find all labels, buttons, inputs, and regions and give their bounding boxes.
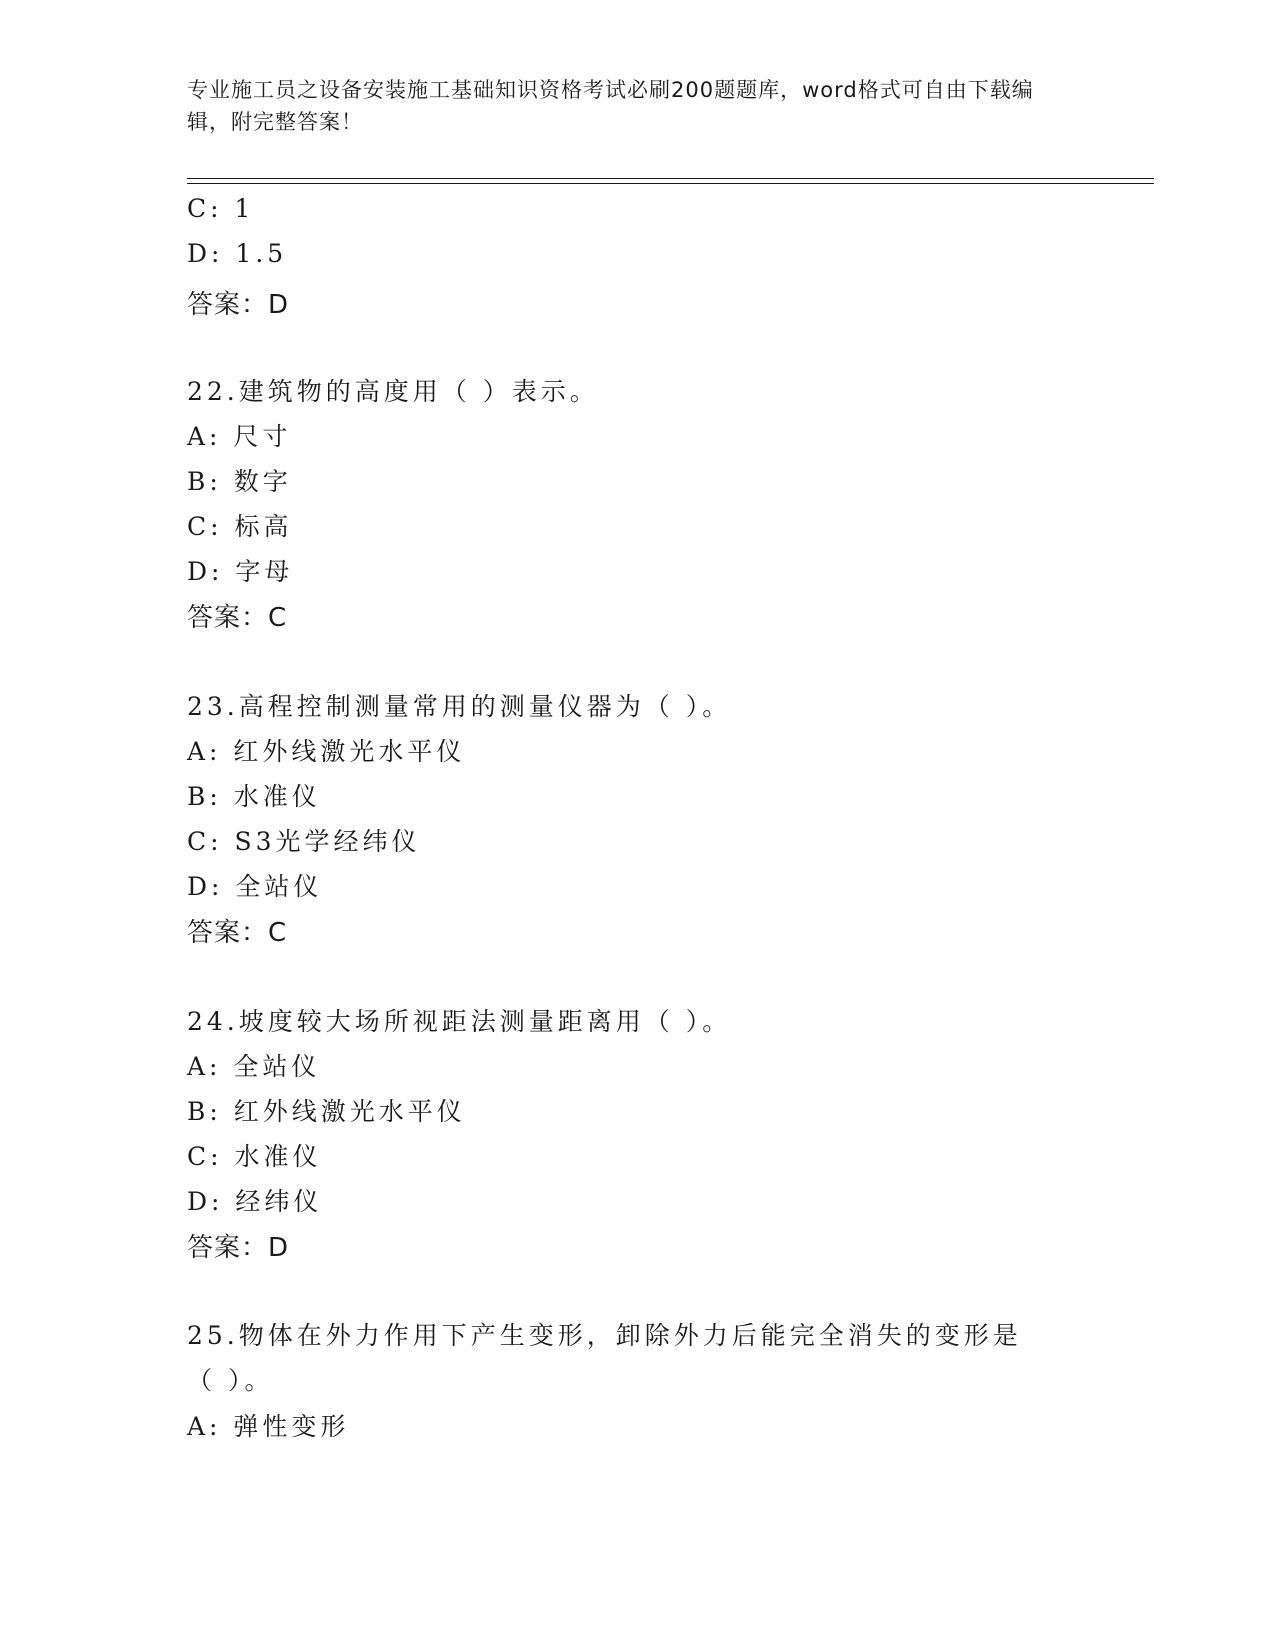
document-header: 专业施工员之设备安装施工基础知识资格考试必刷200题题库，word格式可自由下载编辑，附完整答案！: [187, 78, 1034, 134]
option-line: A: 红外线激光水平仪: [187, 737, 466, 766]
option-line: D: 全站仪: [187, 872, 323, 901]
answer-line: 答案：D: [187, 1233, 290, 1263]
option-line: D: 字母: [187, 557, 294, 586]
option-line: C: 水准仪: [187, 1142, 322, 1171]
option-line: B: 数字: [187, 467, 292, 496]
option-line: C: 1: [187, 194, 255, 223]
answer-line: 答案：C: [187, 603, 288, 633]
question-line: 23.高程控制测量常用的测量仪器为（ ）。: [187, 692, 732, 721]
header-divider-bottom: [187, 183, 1154, 184]
option-line: C: S3光学经纬仪: [187, 827, 421, 856]
option-line: B: 红外线激光水平仪: [187, 1097, 466, 1126]
option-line: A: 弹性变形: [187, 1412, 350, 1441]
option-line: D: 经纬仪: [187, 1187, 323, 1216]
question-line: 24.坡度较大场所视距法测量距离用（ ）。: [187, 1007, 732, 1036]
question-line: 22.建筑物的高度用（ ）表示。: [187, 377, 599, 406]
option-line: A: 全站仪: [187, 1052, 321, 1081]
answer-line: 答案：C: [187, 918, 288, 948]
header-divider-top: [187, 178, 1154, 179]
option-line: D: 1.5: [187, 239, 288, 268]
option-line: A: 尺寸: [187, 422, 292, 451]
question-line: 25.物体在外力作用下产生变形，卸除外力后能完全消失的变形是（ ）。: [187, 1321, 1022, 1395]
option-line: B: 水准仪: [187, 782, 321, 811]
option-line: C: 标高: [187, 512, 293, 541]
answer-line: 答案：D: [187, 290, 290, 320]
